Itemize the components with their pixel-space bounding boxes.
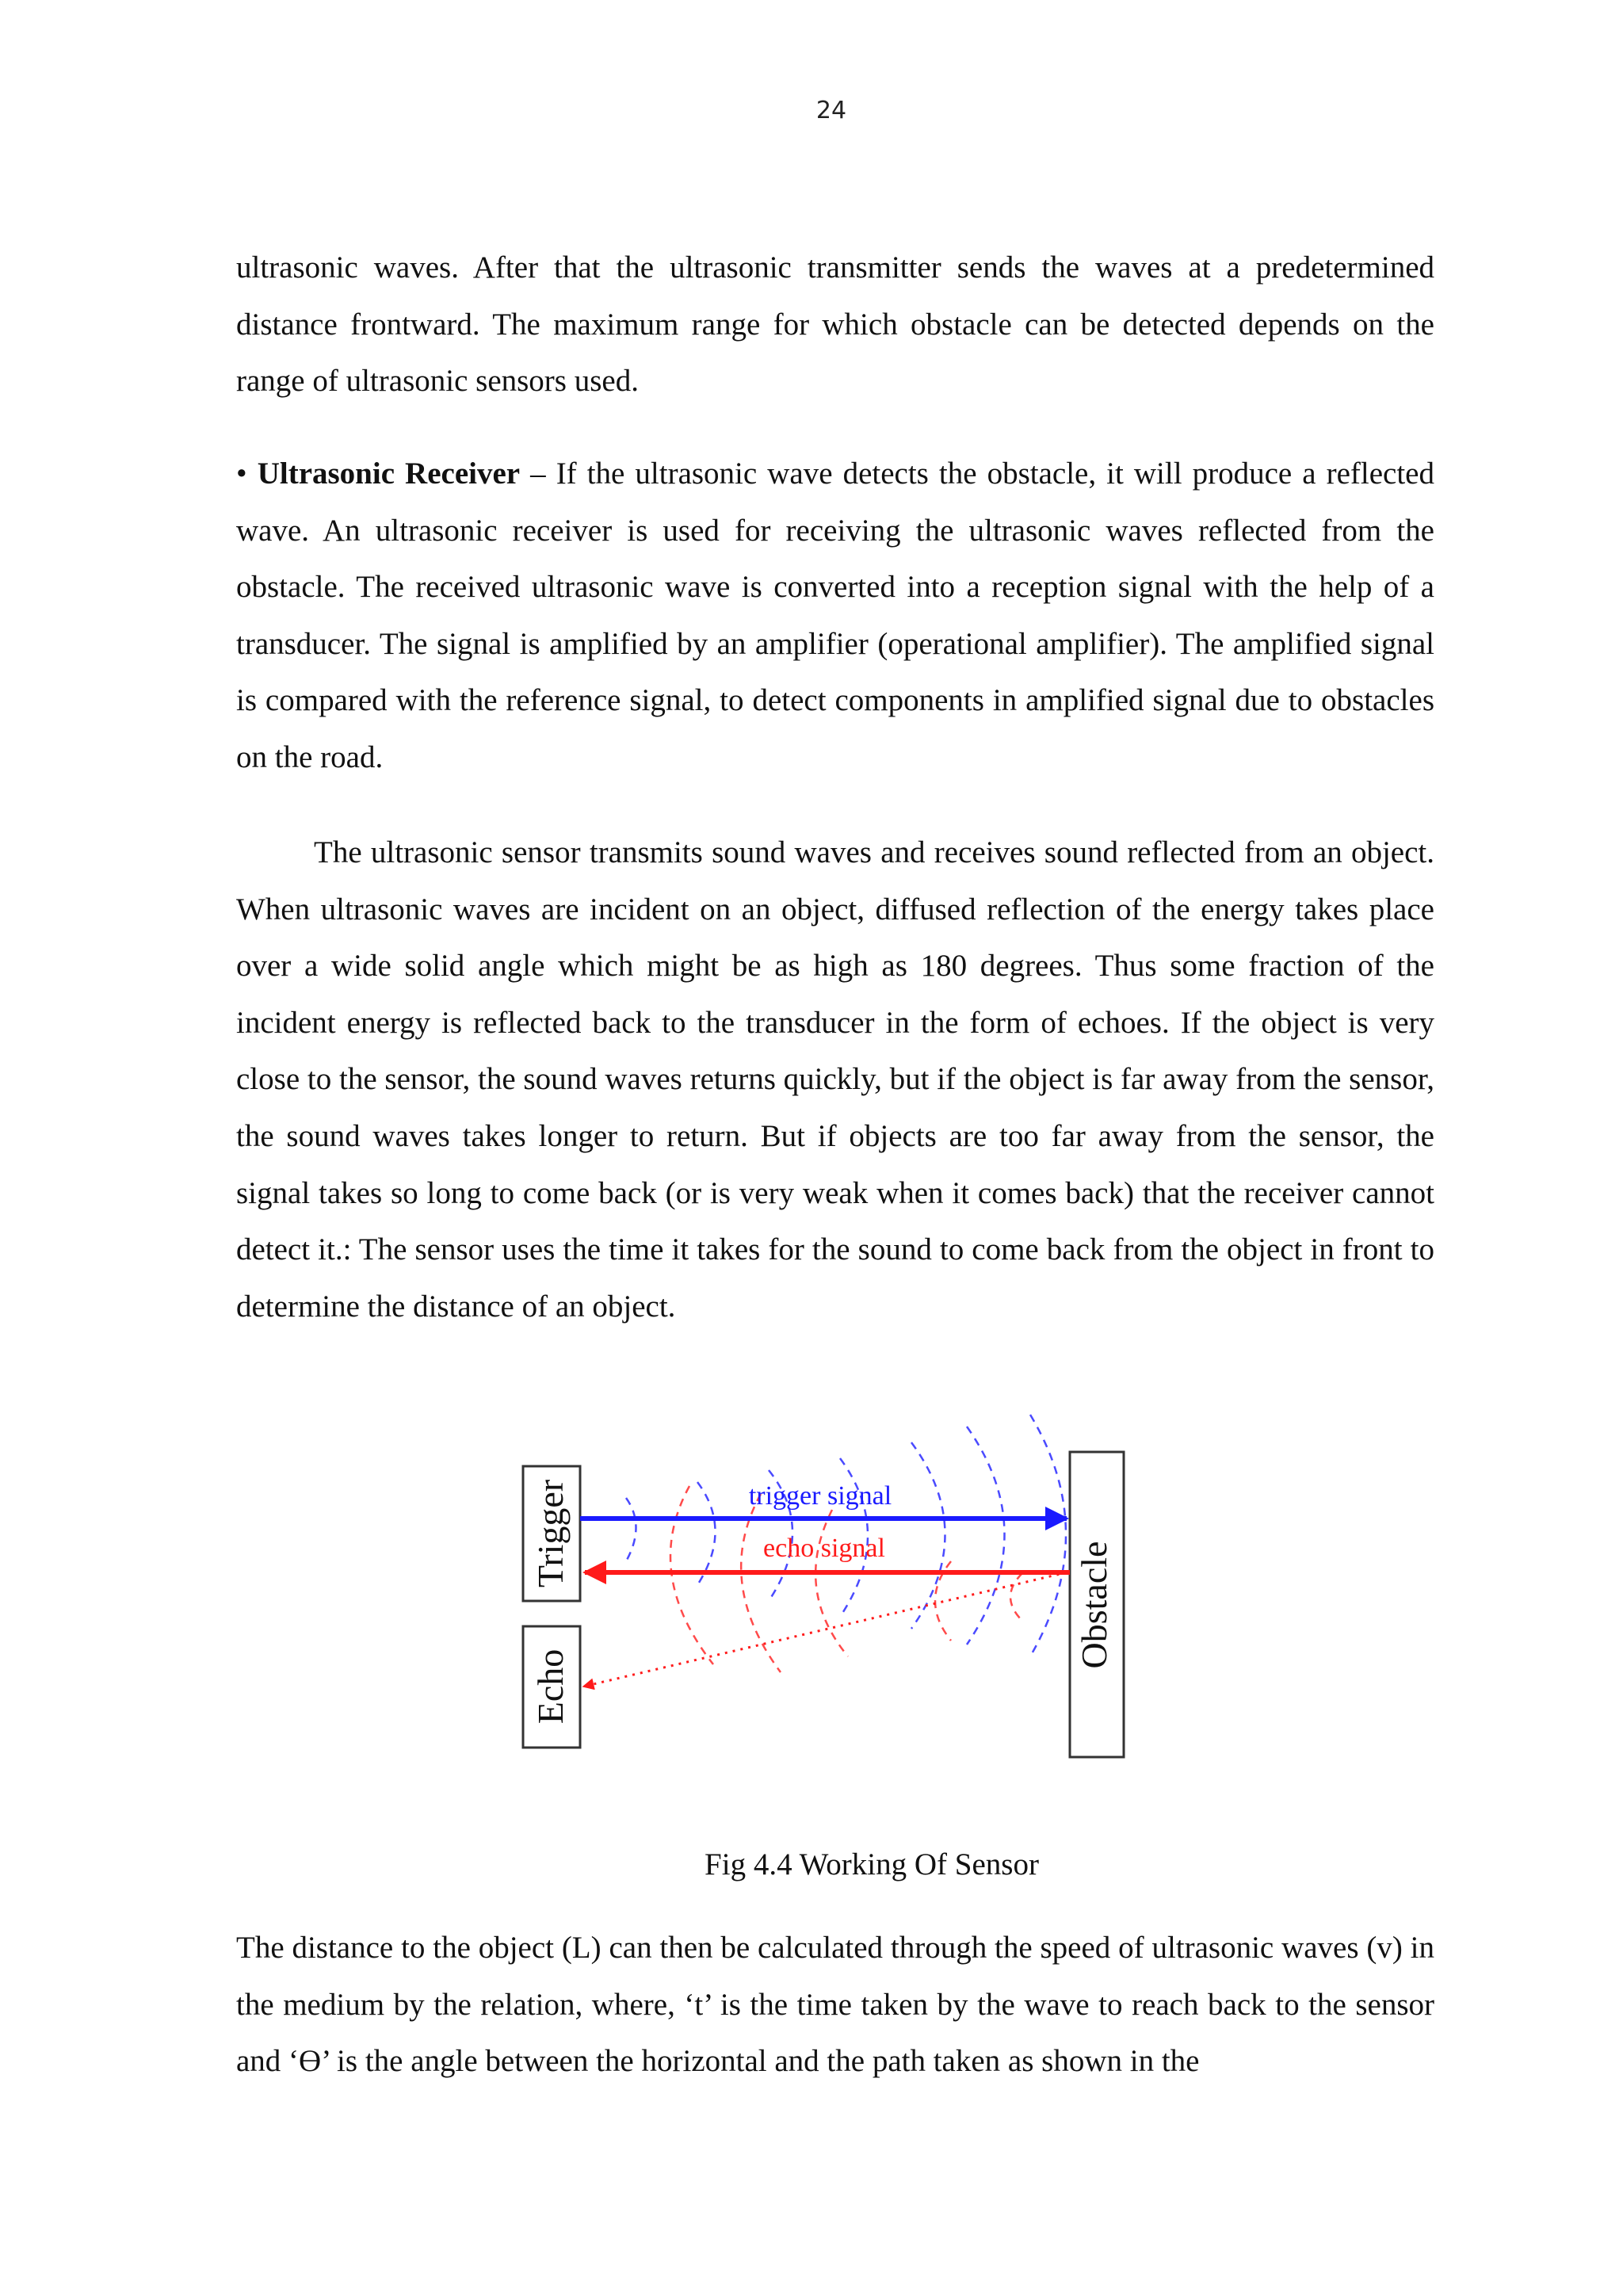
- echo-label: Echo: [530, 1648, 571, 1725]
- trigger-label: Trigger: [530, 1479, 571, 1588]
- trigger-signal-label: trigger signal: [748, 1481, 892, 1511]
- term-ultrasonic-receiver: Ultrasonic Receiver: [257, 457, 521, 491]
- sensor-diagram: [507, 1403, 1141, 1775]
- paragraph-ultrasonic-receiver: [236, 445, 1434, 786]
- receiver-description: – If the ultrasonic wave detects the obstacle, it will produce a reflected wave. An ultrasonic receiver is used for receiving the ultrasonic waves reflected from the obstacle. The received ultrasonic wave is converted into a reception signal with the help of a transducer. The signal is amplified by an amplifier (operational amplifier). The amplified signal is compared with the reference signal, to detect components in amplified signal due to obstacles on the road.: [236, 457, 1434, 774]
- sensor-diagram-svg: [507, 1403, 1141, 1775]
- bullet: •: [236, 457, 258, 491]
- echo-wavefronts: [670, 1486, 1022, 1672]
- obstacle-label: Obstacle: [1074, 1541, 1114, 1669]
- paragraph-distance-formula: The distance to the object (L) can then be calculated through the speed of ultrasonic waves (v) in the medium by the relation, where, ‘t’ is the time taken by the wave to reach back to the sensor and ‘Ɵ’ is the angle between the horizontal and the path taken as shown in the: [236, 1931, 1434, 2079]
- echo-signal-label: echo signal: [763, 1534, 885, 1563]
- paragraph-sensor-operation: The ultrasonic sensor transmits sound waves and receives sound reflected from an object. When ultrasonic waves are incident on an object, diffused reflection of the energy takes place over a wide solid angle which might be as high as 180 degrees. Thus some fraction of the incident energy is reflected back to the transducer in the form of echoes. If the object is very close to the sensor, the sound waves returns quickly, but if the object is far away from the sensor, the sound waves takes longer to return. But if objects are too far away from the sensor, the signal takes so long to come back (or is very weak when it comes back) that the receiver cannot detect it.: The sensor uses the time it takes for the sound to come back from the object in front to determine the distance of an object.: [236, 835, 1434, 1324]
- page-number: 24: [815, 97, 847, 124]
- paragraph-transmitter-continued: ultrasonic waves. After that the ultrasonic transmitter sends the waves at a predetermined distance frontward. The maximum range for which obstacle can be detected depends on the range of ultrasonic sensors used.: [236, 250, 1434, 399]
- figure-caption: Fig 4.4 Working Of Sensor: [705, 1847, 1039, 1881]
